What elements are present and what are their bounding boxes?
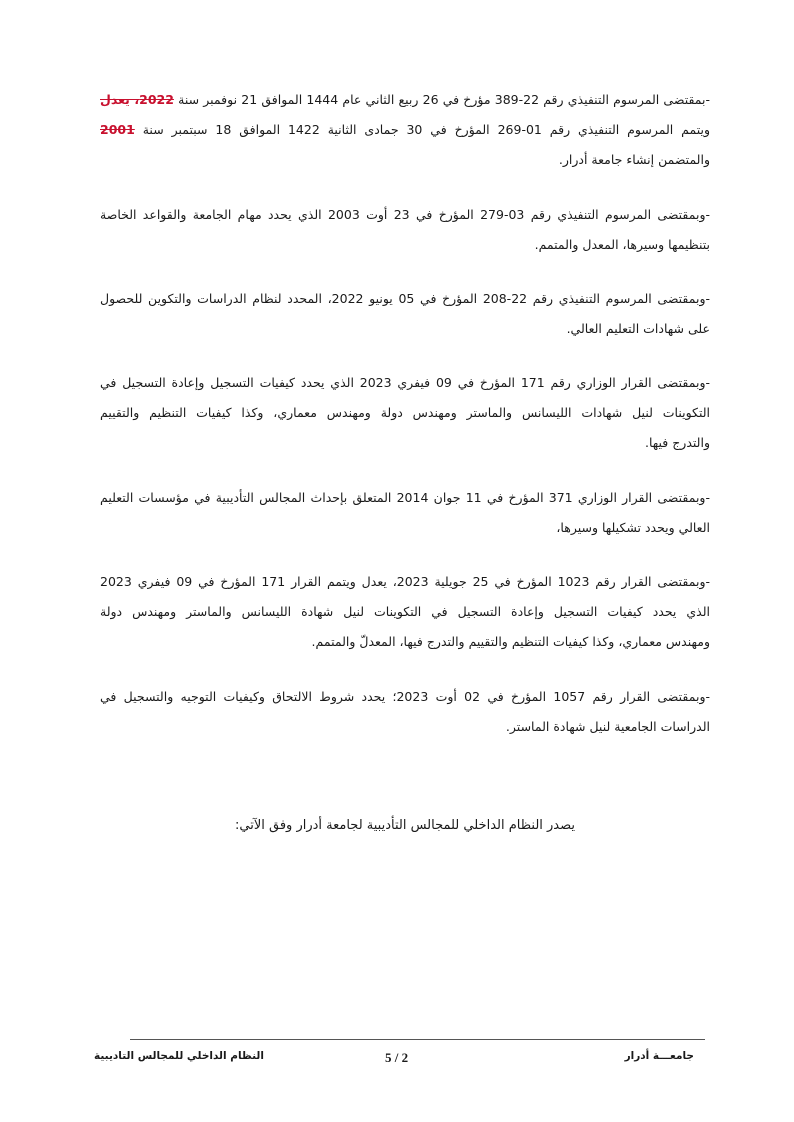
paragraph-executive-decree-22-208 (100, 284, 710, 344)
text-line: على شهادات التعليم العالي. (566, 321, 710, 336)
paragraph-executive-decree-03-279 (100, 200, 710, 260)
text-line: -وبمقتضى القرار الوزاري 371 المؤرخ في 11 جوان 2014 المتعلق بإحداث المجالس التأديبية في مؤسسات التعليم (100, 490, 710, 505)
text-line: -وبمقتضى القرار رقم 1023 المؤرخ في 25 جويلية 2023، يعدل ويتمم القرار 171 المؤرخ في 09 فيفري 2023 (100, 574, 710, 589)
text-line: -وبمقتضى المرسوم التنفيذي رقم 03-279 المؤرخ في 23 أوت 2003 الذي يحدد مهام الجامعة والقواعد الخاصة (100, 207, 710, 222)
paragraph-ministerial-order-371 (100, 483, 710, 543)
paragraph-ministerial-order-171 (100, 368, 710, 458)
text-line: -وبمقتضى القرار الوزاري رقم 171 المؤرخ في 09 فيفري 2023 الذي يحدد كيفيات التسجيل وإعادة التسجيل في (100, 375, 710, 390)
text-line: -وبمقتضى القرار رقم 1057 المؤرخ في 02 أوت 2023؛ يحدد شروط الالتحاق وكيفيات التوجيه والتسجيل في (100, 689, 710, 704)
line-text: ويتمم المرسوم التنفيذي رقم 01-269 المؤرخ في 30 جمادى الثانية 1422 الموافق 18 سبتمبر سنة (142, 122, 710, 137)
handwritten-annotation: 2001 (100, 122, 135, 137)
text-line: العالي ويحدد تشكيلها وسيرها، (556, 520, 710, 535)
line-text: -بمقتضى المرسوم التنفيذي رقم 22-389 مؤرخ في 26 ربيع الثاني عام 1444 الموافق 21 نوفمبر سنة (178, 92, 710, 107)
text-line: الدراسات الجامعية لنيل شهادة الماستر. (505, 719, 710, 734)
text-line: ومهندس معماري، وكذا كيفيات التنظيم والتقييم والتدرج فيها، المعدلّ والمتمم. (311, 634, 710, 649)
decree-statement: يصدر النظام الداخلي للمجالس التأديبية لجامعة أدرار وفق الآتي: (234, 818, 576, 833)
text-line: الذي يحدد كيفيات التسجيل وإعادة التسجيل في التكوينات لنيل شهادة الليسانس والماستر ومهندس دولة (100, 604, 710, 619)
text-line: -وبمقتضى المرسوم التنفيذي رقم 22-208 المؤرخ في 05 يونيو 2022، المحدد لنظام الدراسات والتكوين للحصول (100, 291, 710, 306)
text-line: التكوينات لنيل شهادات الليسانس والماستر ومهندس دولة ومهندس معماري، وكذا كيفيات التنظيم والتقييم (100, 405, 710, 420)
paragraph-order-1023 (100, 567, 710, 657)
text-line: بتنظيمها وسيرها، المعدل والمتمم. (534, 237, 710, 252)
paragraph-executive-decree-22-389 (100, 85, 710, 175)
footer-divider (130, 1039, 705, 1040)
handwritten-annotation: 2022، يعدل (100, 92, 174, 107)
text-line (100, 115, 710, 145)
footer-document-title: النظام الداخلي للمجالس التاديبية (94, 1050, 264, 1062)
text-line (100, 85, 710, 115)
paragraph-order-1057 (100, 682, 710, 742)
footer-page-number: 5 / 2 (385, 1050, 409, 1065)
text-line: والتدرج فيها. (644, 435, 710, 450)
footer-institution: جامعـــة أدرار (624, 1050, 694, 1062)
text-line: والمتضمن إنشاء جامعة أدرار. (558, 152, 710, 167)
